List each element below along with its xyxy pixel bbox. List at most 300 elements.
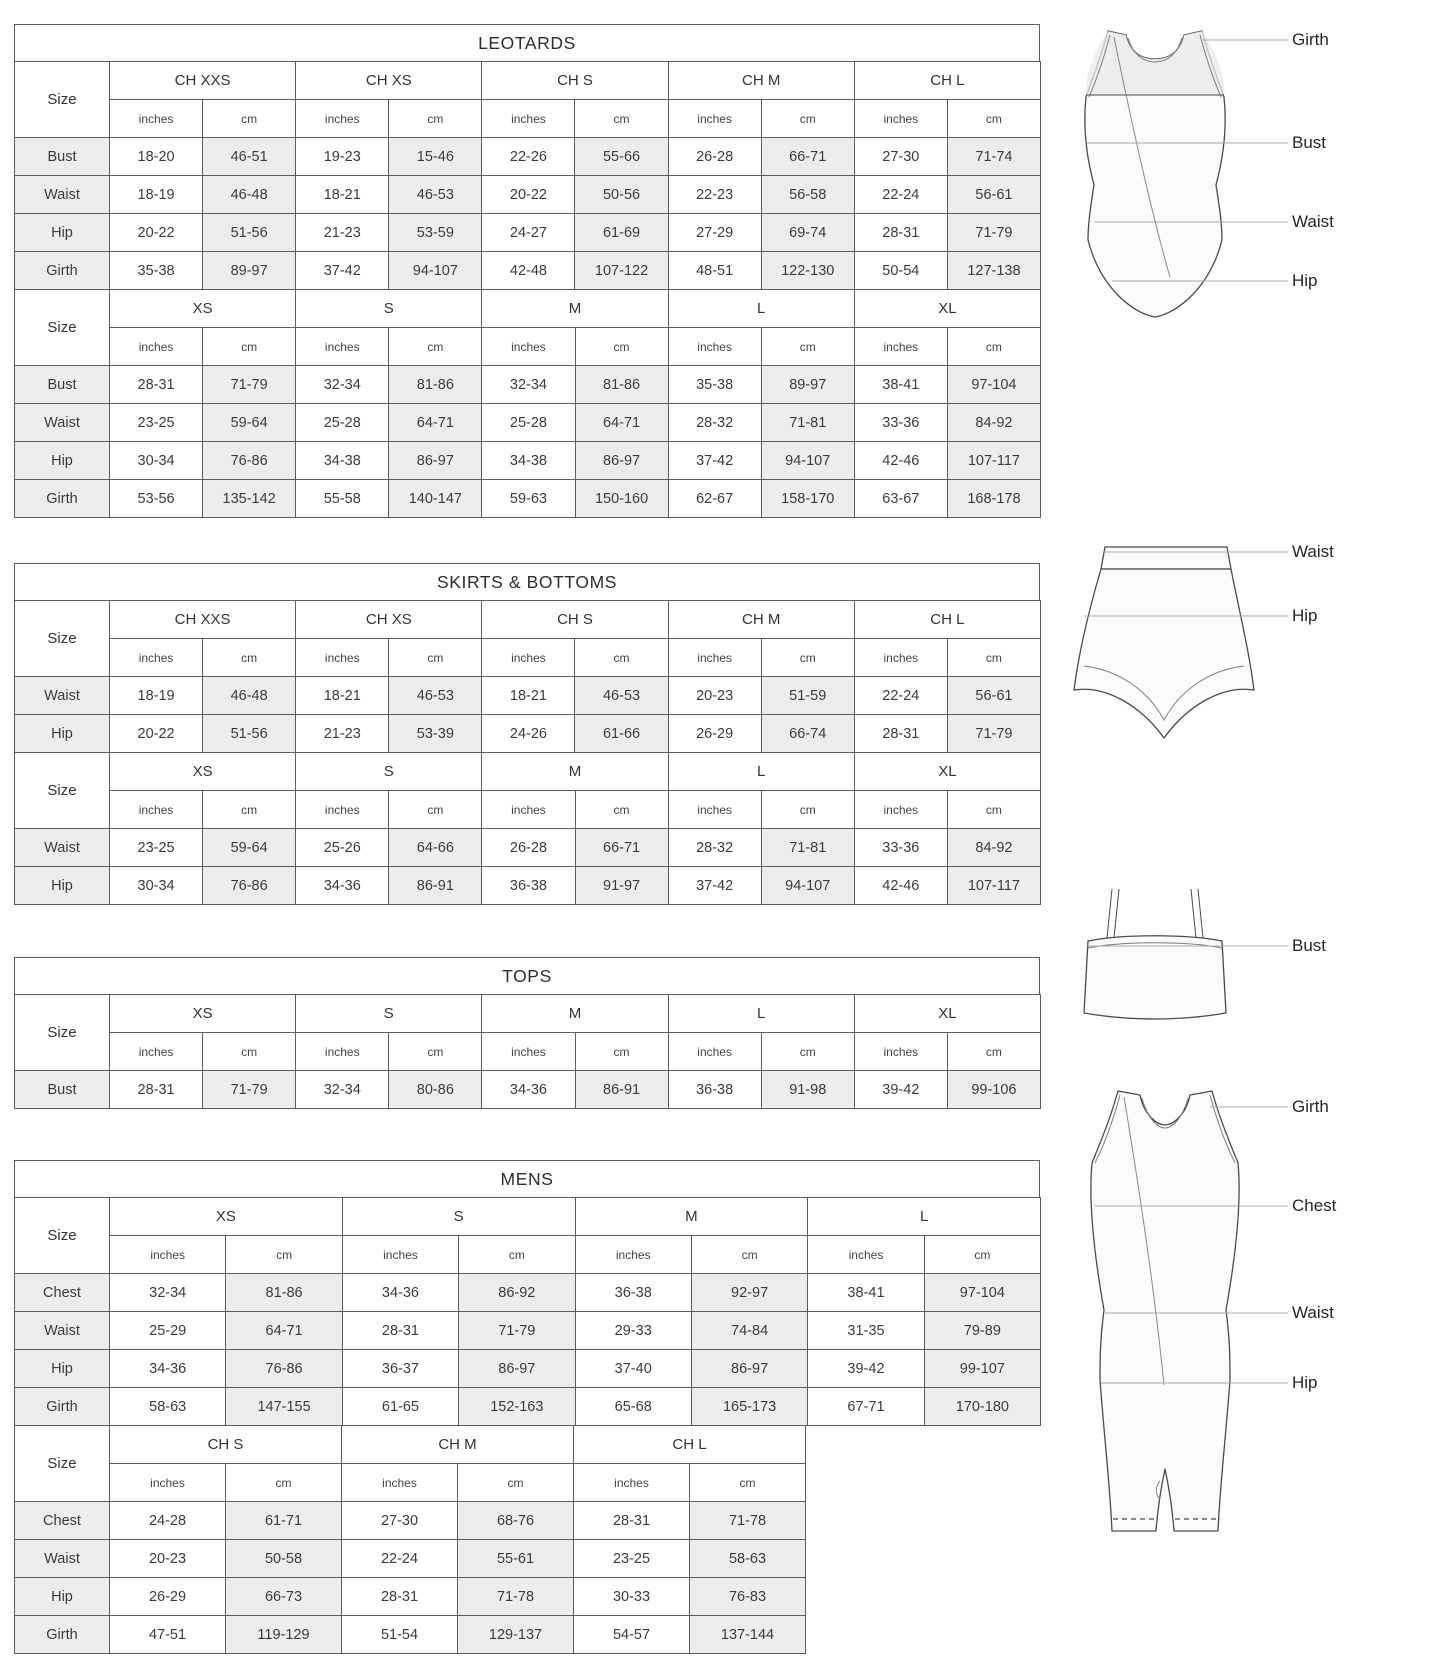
mens-measurement-value: 119-129 [226,1616,342,1654]
mens-measurement-value: 71-79 [459,1312,575,1350]
skirts-unit-header: inches [110,639,203,677]
mens-unit-header: cm [458,1464,574,1502]
leotards-title: LEOTARDS [14,24,1040,62]
leotards-measurement-value: 89-97 [761,366,854,404]
leotards-measurement-value: 34-38 [296,442,389,480]
leotard-figure [1060,25,1445,335]
mens-measurement-value: 28-31 [342,1312,458,1350]
skirts-bottoms-size-chart [14,563,1041,905]
leotards-measurement-value: 168-178 [947,480,1040,518]
mens-drawing [1060,1085,1445,1555]
leotards-size-header: XL [854,290,1040,328]
mens-measurement-value: 24-28 [110,1502,226,1540]
leotards-measurement-value: 71-81 [761,404,854,442]
tops-measurement-value: 34-36 [482,1071,575,1109]
tops-measurement-value: 36-38 [668,1071,761,1109]
skirts-size-header: CH M [668,601,854,639]
leotards-measurement-value: 15-46 [389,138,482,176]
leotards-measurement-value: 127-138 [947,252,1040,290]
top-strap-left-b [1114,889,1119,938]
leotards-unit-header: inches [482,100,575,138]
leotards-size-header: CH M [668,62,854,100]
leotards-measurement-value: 107-117 [947,442,1040,480]
skirt-body [1074,569,1254,738]
skirts-measurement-value: 76-86 [203,867,296,905]
skirts-measurement-value: 18-21 [296,677,389,715]
mens-size-header: XS [110,1198,343,1236]
leotards-size-header: M [482,290,668,328]
leotards-measurement-value: 35-38 [110,252,203,290]
tops-unit-header: inches [110,1033,203,1071]
leotards-measurement-value: 20-22 [482,176,575,214]
skirts-measurement-value: 42-46 [854,867,947,905]
leotards-measurement-value: 66-71 [761,138,854,176]
leotards-size-header: CH XS [296,62,482,100]
top-drawing [1060,885,1445,1040]
mens-measurement-value: 71-78 [690,1502,806,1540]
mens-size-label: Size [15,1426,110,1502]
leotards-measurement-value: 140-147 [389,480,482,518]
mens-measurement-value: 29-33 [575,1312,691,1350]
mens-unit-header: cm [691,1236,807,1274]
leotards-measurement-value: 64-71 [389,404,482,442]
mens-unit-header: inches [342,1464,458,1502]
leotards-size-header: CH S [482,62,668,100]
leotards-measurement-value: 48-51 [668,252,761,290]
mens-measurement-value: 34-36 [110,1350,226,1388]
tops-measurement-value: 86-91 [575,1071,668,1109]
leotards-size-header: S [296,290,482,328]
mens-title: MENS [14,1160,1040,1198]
leotards-measurement-value: 122-130 [761,252,854,290]
leotards-measurement-value: 50-56 [575,176,668,214]
tops-unit-header: inches [854,1033,947,1071]
leotards-unit-header: cm [203,328,296,366]
mens-size-header: CH L [574,1426,806,1464]
skirts-measurement-value: 84-92 [947,829,1040,867]
leotards-measurement-value: 28-31 [854,214,947,252]
leotards-unit-header: inches [854,100,947,138]
skirts-measurement-value: 25-26 [296,829,389,867]
tops-unit-header: inches [668,1033,761,1071]
mens-measurement-value: 152-163 [459,1388,575,1426]
tops-size-chart [14,957,1041,1109]
leotards-measurement-value: 26-28 [668,138,761,176]
top-strap-left-a [1107,889,1112,938]
mens-measurement-value: 81-86 [226,1274,342,1312]
skirts-measurement-value: 33-36 [854,829,947,867]
skirts-measurement-value: 26-29 [668,715,761,753]
tops-measurement-value: 71-79 [203,1071,296,1109]
mens-unit-header: cm [226,1464,342,1502]
mens-measurement-value: 68-76 [458,1502,574,1540]
skirts-section-1 [14,752,1041,905]
skirts-unit-header: inches [668,791,761,829]
skirts-measurement-value: 28-31 [854,715,947,753]
mens-measurement-value: 97-104 [924,1274,1040,1312]
mens-measurement-label: Waist [15,1540,110,1578]
leotards-size-header: CH XXS [110,62,296,100]
tops-unit-header: cm [203,1033,296,1071]
leotards-size-label: Size [15,62,110,138]
mens-measurement-label: Chest [15,1274,110,1312]
skirts-measurement-label: Hip [15,867,110,905]
skirt-figure [1060,538,1445,783]
skirts-size-header: L [668,753,854,791]
skirts-measurement-label: Waist [15,829,110,867]
leotards-measurement-value: 59-63 [482,480,575,518]
leotards-measurement-value: 94-107 [389,252,482,290]
mens-measurement-value: 61-65 [342,1388,458,1426]
leotards-measurement-label: Bust [15,366,110,404]
skirts-measurement-value: 86-91 [389,867,482,905]
leotards-unit-header: inches [110,100,203,138]
mens-unit-header: inches [342,1236,458,1274]
mens-size-label: Size [15,1198,110,1274]
leotard-bust-label: Bust [1292,133,1327,152]
leotards-measurement-label: Girth [15,480,110,518]
skirts-size-header: XS [110,753,296,791]
leotards-unit-header: cm [203,100,296,138]
skirts-unit-header: cm [389,639,482,677]
leotards-measurement-value: 35-38 [668,366,761,404]
leotards-section-0 [14,61,1041,290]
skirts-unit-header: inches [854,639,947,677]
leotards-measurement-value: 61-69 [575,214,668,252]
leotards-measurement-value: 30-34 [110,442,203,480]
skirts-size-label: Size [15,753,110,829]
skirts-measurement-value: 46-53 [389,677,482,715]
leotards-measurement-value: 27-30 [854,138,947,176]
mens-measurement-value: 38-41 [808,1274,924,1312]
leotards-measurement-value: 71-79 [203,366,296,404]
skirts-unit-header: cm [947,791,1040,829]
leotards-measurement-value: 33-36 [854,404,947,442]
leotard-hip-label: Hip [1292,271,1318,290]
skirts-size-header: CH XXS [110,601,296,639]
mens-measurement-label: Girth [15,1616,110,1654]
skirts-unit-header: cm [203,791,296,829]
skirts-measurement-value: 46-53 [575,677,668,715]
mens-unit-header: cm [924,1236,1040,1274]
leotards-measurement-value: 25-28 [482,404,575,442]
mens-measurement-value: 34-36 [342,1274,458,1312]
skirts-measurement-value: 71-81 [761,829,854,867]
leotards-measurement-value: 97-104 [947,366,1040,404]
mens-measurement-label: Girth [15,1388,110,1426]
skirts-unit-header: inches [296,639,389,677]
leotards-measurement-value: 89-97 [203,252,296,290]
skirts-measurement-value: 107-117 [947,867,1040,905]
leotards-measurement-value: 56-58 [761,176,854,214]
mens-girth-label: Girth [1292,1097,1329,1116]
mens-measurement-value: 66-73 [226,1578,342,1616]
skirts-measurement-label: Hip [15,715,110,753]
leotards-measurement-value: 37-42 [668,442,761,480]
skirts-title: SKIRTS & BOTTOMS [14,563,1040,601]
skirts-measurement-value: 20-23 [668,677,761,715]
leotards-measurement-value: 32-34 [482,366,575,404]
skirts-unit-header: cm [575,791,668,829]
leotards-size-header: CH L [854,62,1040,100]
mens-waist-label: Waist [1292,1303,1334,1322]
mens-measurement-value: 32-34 [110,1274,226,1312]
leotards-measurement-value: 28-31 [110,366,203,404]
tops-measurement-value: 39-42 [854,1071,947,1109]
mens-measurement-value: 92-97 [691,1274,807,1312]
leotards-unit-header: cm [389,328,482,366]
tops-size-label: Size [15,995,110,1071]
leotards-measurement-label: Waist [15,404,110,442]
skirt-waist-label: Waist [1292,542,1334,561]
mens-measurement-value: 30-33 [574,1578,690,1616]
skirts-measurement-value: 59-64 [203,829,296,867]
mens-measurement-value: 64-71 [226,1312,342,1350]
skirts-size-header: CH XS [296,601,482,639]
mens-unit-header: cm [226,1236,342,1274]
skirts-measurement-value: 28-32 [668,829,761,867]
leotards-measurement-value: 28-32 [668,404,761,442]
leotards-unit-header: cm [389,100,482,138]
mens-measurement-value: 86-97 [459,1350,575,1388]
skirts-measurement-value: 91-97 [575,867,668,905]
mens-measurement-value: 76-83 [690,1578,806,1616]
mens-measurement-value: 55-61 [458,1540,574,1578]
mens-measurement-value: 36-37 [342,1350,458,1388]
leotards-measurement-value: 59-64 [203,404,296,442]
leotards-unit-header: inches [668,328,761,366]
mens-measurement-value: 51-54 [342,1616,458,1654]
skirts-size-header: S [296,753,482,791]
leotards-unit-header: inches [110,328,203,366]
mens-size-chart [14,1160,1041,1654]
leotards-unit-header: inches [854,328,947,366]
skirts-size-header: XL [854,753,1040,791]
mens-size-header: CH S [110,1426,342,1464]
leotards-measurement-value: 150-160 [575,480,668,518]
mens-measurement-value: 25-29 [110,1312,226,1350]
leotards-measurement-value: 51-56 [203,214,296,252]
leotards-unit-header: cm [947,328,1040,366]
mens-measurement-value: 65-68 [575,1388,691,1426]
tops-measurement-value: 28-31 [110,1071,203,1109]
leotard-drawing [1060,25,1445,335]
leotards-unit-header: inches [482,328,575,366]
tops-measurement-value: 91-98 [761,1071,854,1109]
mens-size-header: L [808,1198,1041,1236]
leotards-measurement-value: 55-66 [575,138,668,176]
leotards-measurement-value: 76-86 [203,442,296,480]
mens-measurement-value: 165-173 [691,1388,807,1426]
skirts-unit-header: cm [203,639,296,677]
tops-unit-header: cm [947,1033,1040,1071]
leotards-size-label: Size [15,290,110,366]
skirt-waistband [1101,547,1231,569]
mens-unit-header: inches [110,1464,226,1502]
skirts-unit-header: cm [389,791,482,829]
leotards-measurement-value: 18-20 [110,138,203,176]
leotards-measurement-value: 18-21 [296,176,389,214]
top-bandeau [1084,936,1226,1019]
leotards-measurement-value: 158-170 [761,480,854,518]
mens-measurement-value: 129-137 [458,1616,574,1654]
mens-measurement-value: 99-107 [924,1350,1040,1388]
mens-size-header: S [342,1198,575,1236]
leotards-measurement-value: 56-61 [947,176,1040,214]
mens-size-header: M [575,1198,808,1236]
leotards-unit-header: cm [575,328,668,366]
mens-measurement-value: 39-42 [808,1350,924,1388]
leotards-measurement-value: 94-107 [761,442,854,480]
skirts-measurement-value: 30-34 [110,867,203,905]
skirts-measurement-value: 24-26 [482,715,575,753]
mens-measurement-value: 86-97 [691,1350,807,1388]
leotards-measurement-value: 23-25 [110,404,203,442]
top-figure [1060,885,1445,1040]
leotards-measurement-value: 86-97 [575,442,668,480]
mens-measurement-value: 71-78 [458,1578,574,1616]
tops-size-header: XL [854,995,1040,1033]
skirts-measurement-value: 53-39 [389,715,482,753]
tops-size-header: L [668,995,854,1033]
tops-measurement-value: 32-34 [296,1071,389,1109]
leotards-measurement-label: Hip [15,214,110,252]
skirts-size-header: CH S [482,601,668,639]
tops-section-0 [14,994,1041,1109]
skirts-measurement-value: 66-71 [575,829,668,867]
leotard-waist-label: Waist [1292,212,1334,231]
tops-size-header: XS [110,995,296,1033]
mens-measurement-value: 31-35 [808,1312,924,1350]
leotards-measurement-value: 63-67 [854,480,947,518]
leotards-measurement-value: 135-142 [203,480,296,518]
top-strap-right-a [1198,889,1203,938]
leotards-size-header: XS [110,290,296,328]
leotards-measurement-label: Girth [15,252,110,290]
mens-measurement-value: 74-84 [691,1312,807,1350]
skirts-unit-header: inches [482,791,575,829]
tops-unit-header: inches [296,1033,389,1071]
skirts-measurement-value: 61-66 [575,715,668,753]
mens-measurement-label: Chest [15,1502,110,1540]
skirts-measurement-value: 66-74 [761,715,854,753]
leotards-measurement-value: 20-22 [110,214,203,252]
leotards-measurement-value: 22-26 [482,138,575,176]
mens-measurement-value: 170-180 [924,1388,1040,1426]
leotards-measurement-value: 107-122 [575,252,668,290]
skirts-measurement-value: 46-48 [203,677,296,715]
top-bust-label: Bust [1292,936,1327,955]
mens-hip-label: Hip [1292,1373,1318,1392]
tops-size-header: S [296,995,482,1033]
leotards-size-header: L [668,290,854,328]
leotards-measurement-value: 38-41 [854,366,947,404]
leotards-unit-header: inches [668,100,761,138]
leotard-girth-label: Girth [1292,30,1329,49]
tops-title: TOPS [14,957,1040,995]
skirts-measurement-value: 34-36 [296,867,389,905]
mens-measurement-value: 147-155 [226,1388,342,1426]
mens-measurement-value: 27-30 [342,1502,458,1540]
skirts-unit-header: cm [761,791,854,829]
skirts-measurement-value: 36-38 [482,867,575,905]
mens-size-header: CH M [342,1426,574,1464]
mens-measurement-label: Hip [15,1350,110,1388]
mens-measurement-label: Waist [15,1312,110,1350]
leotards-measurement-value: 32-34 [296,366,389,404]
skirts-unit-header: inches [110,791,203,829]
mens-unit-header: inches [808,1236,924,1274]
leotards-measurement-value: 27-29 [668,214,761,252]
mens-measurement-value: 58-63 [110,1388,226,1426]
mens-chest-label: Chest [1292,1196,1337,1215]
leotards-measurement-value: 42-48 [482,252,575,290]
leotards-measurement-label: Bust [15,138,110,176]
leotards-measurement-value: 25-28 [296,404,389,442]
leotards-measurement-value: 64-71 [575,404,668,442]
leotards-measurement-value: 37-42 [296,252,389,290]
mens-measurement-value: 23-25 [574,1540,690,1578]
leotards-unit-header: cm [761,328,854,366]
skirts-unit-header: inches [668,639,761,677]
skirts-measurement-value: 56-61 [947,677,1040,715]
mens-garment-outline [1091,1091,1239,1531]
skirts-unit-header: inches [854,791,947,829]
leotards-measurement-value: 24-27 [482,214,575,252]
leotards-measurement-value: 50-54 [854,252,947,290]
leotards-measurement-value: 46-48 [203,176,296,214]
mens-measurement-value: 37-40 [575,1350,691,1388]
leotards-unit-header: inches [296,100,389,138]
skirts-measurement-value: 64-66 [389,829,482,867]
mens-measurement-value: 50-58 [226,1540,342,1578]
mens-measurement-value: 28-31 [574,1502,690,1540]
skirts-measurement-value: 51-59 [761,677,854,715]
leotards-measurement-value: 42-46 [854,442,947,480]
leotards-unit-header: inches [296,328,389,366]
leotards-measurement-label: Waist [15,176,110,214]
skirts-measurement-value: 23-25 [110,829,203,867]
leotards-size-chart [14,24,1041,518]
mens-measurement-value: 137-144 [690,1616,806,1654]
mens-measurement-value: 54-57 [574,1616,690,1654]
mens-unit-header: inches [575,1236,691,1274]
leotards-measurement-value: 22-24 [854,176,947,214]
leotards-measurement-value: 21-23 [296,214,389,252]
skirts-measurement-value: 20-22 [110,715,203,753]
leotards-unit-header: cm [947,100,1040,138]
mens-section-0 [14,1197,1041,1426]
leotards-measurement-value: 46-53 [389,176,482,214]
skirts-measurement-value: 71-79 [947,715,1040,753]
leotard-mesh-yoke [1086,31,1224,95]
leotards-measurement-value: 53-56 [110,480,203,518]
tops-unit-header: inches [482,1033,575,1071]
skirt-drawing [1060,538,1445,783]
skirts-measurement-value: 51-56 [203,715,296,753]
skirts-measurement-value: 21-23 [296,715,389,753]
tops-measurement-value: 99-106 [947,1071,1040,1109]
skirts-unit-header: inches [296,791,389,829]
mens-measurement-value: 58-63 [690,1540,806,1578]
skirts-size-header: M [482,753,668,791]
tops-size-header: M [482,995,668,1033]
tops-measurement-label: Bust [15,1071,110,1109]
skirts-measurement-value: 94-107 [761,867,854,905]
leotards-measurement-value: 84-92 [947,404,1040,442]
mens-measurement-label: Hip [15,1578,110,1616]
leotards-section-1 [14,289,1041,518]
